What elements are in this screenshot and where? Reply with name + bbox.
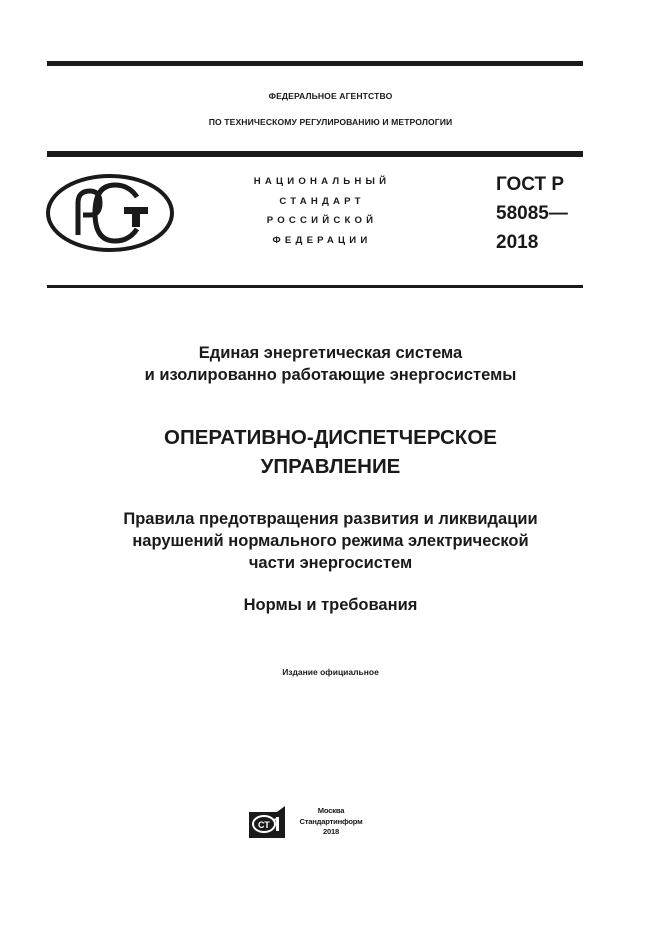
top-divider <box>47 61 583 66</box>
subtitle-line2: нарушений нормального режима электрической <box>132 532 529 550</box>
subtitle-line1: Правила предотвращения развития и ликвидации <box>123 510 538 528</box>
header-divider <box>47 151 583 157</box>
publisher-name: Стандартинформ <box>299 816 363 826</box>
national-standard-line: СТАНДАРТ <box>279 195 365 207</box>
publisher-city: Москва <box>317 806 345 815</box>
bottom-divider <box>47 285 583 288</box>
publisher-year: 2018 <box>322 827 340 836</box>
agency-name-line2: ПО ТЕХНИЧЕСКОМУ РЕГУЛИРОВАНИЮ И МЕТРОЛОГИИ <box>208 117 453 127</box>
national-standard-line: НАЦИОНАЛЬНЫЙ <box>253 176 391 187</box>
national-standard-label <box>222 172 422 250</box>
agency-name-line1: ФЕДЕРАЛЬНОЕ АГЕНТСТВО <box>268 91 393 101</box>
main-title-line2: УПРАВЛЕНИЕ <box>260 455 401 478</box>
designation-line2: 58085— <box>496 203 568 224</box>
main-title <box>0 423 661 481</box>
national-standard-line: ФЕДЕРАЦИИ <box>272 234 372 246</box>
series-title-line1: Единая энергетическая система <box>198 344 463 362</box>
series-title <box>0 342 661 386</box>
national-standard-line: РОССИЙСКОЙ <box>266 215 378 226</box>
standard-designation <box>496 170 568 257</box>
rst-certification-mark-icon <box>45 173 175 253</box>
subtitle-line3: части энергосистем <box>248 554 413 572</box>
designation-line3: 2018 <box>496 232 539 253</box>
series-title-line2: и изолированно работающие энергосистемы <box>144 366 517 384</box>
standartinform-logo-icon <box>247 804 287 840</box>
subtitle <box>0 508 661 574</box>
edition-label: Издание официальное <box>282 667 379 677</box>
norms-title: Нормы и требования <box>243 596 418 614</box>
svg-text:СТ: СТ <box>258 820 270 830</box>
main-title-line1: ОПЕРАТИВНО-ДИСПЕТЧЕРСКОЕ <box>164 426 497 449</box>
designation-line1: ГОСТ Р <box>496 174 565 195</box>
publisher-info <box>294 806 368 838</box>
